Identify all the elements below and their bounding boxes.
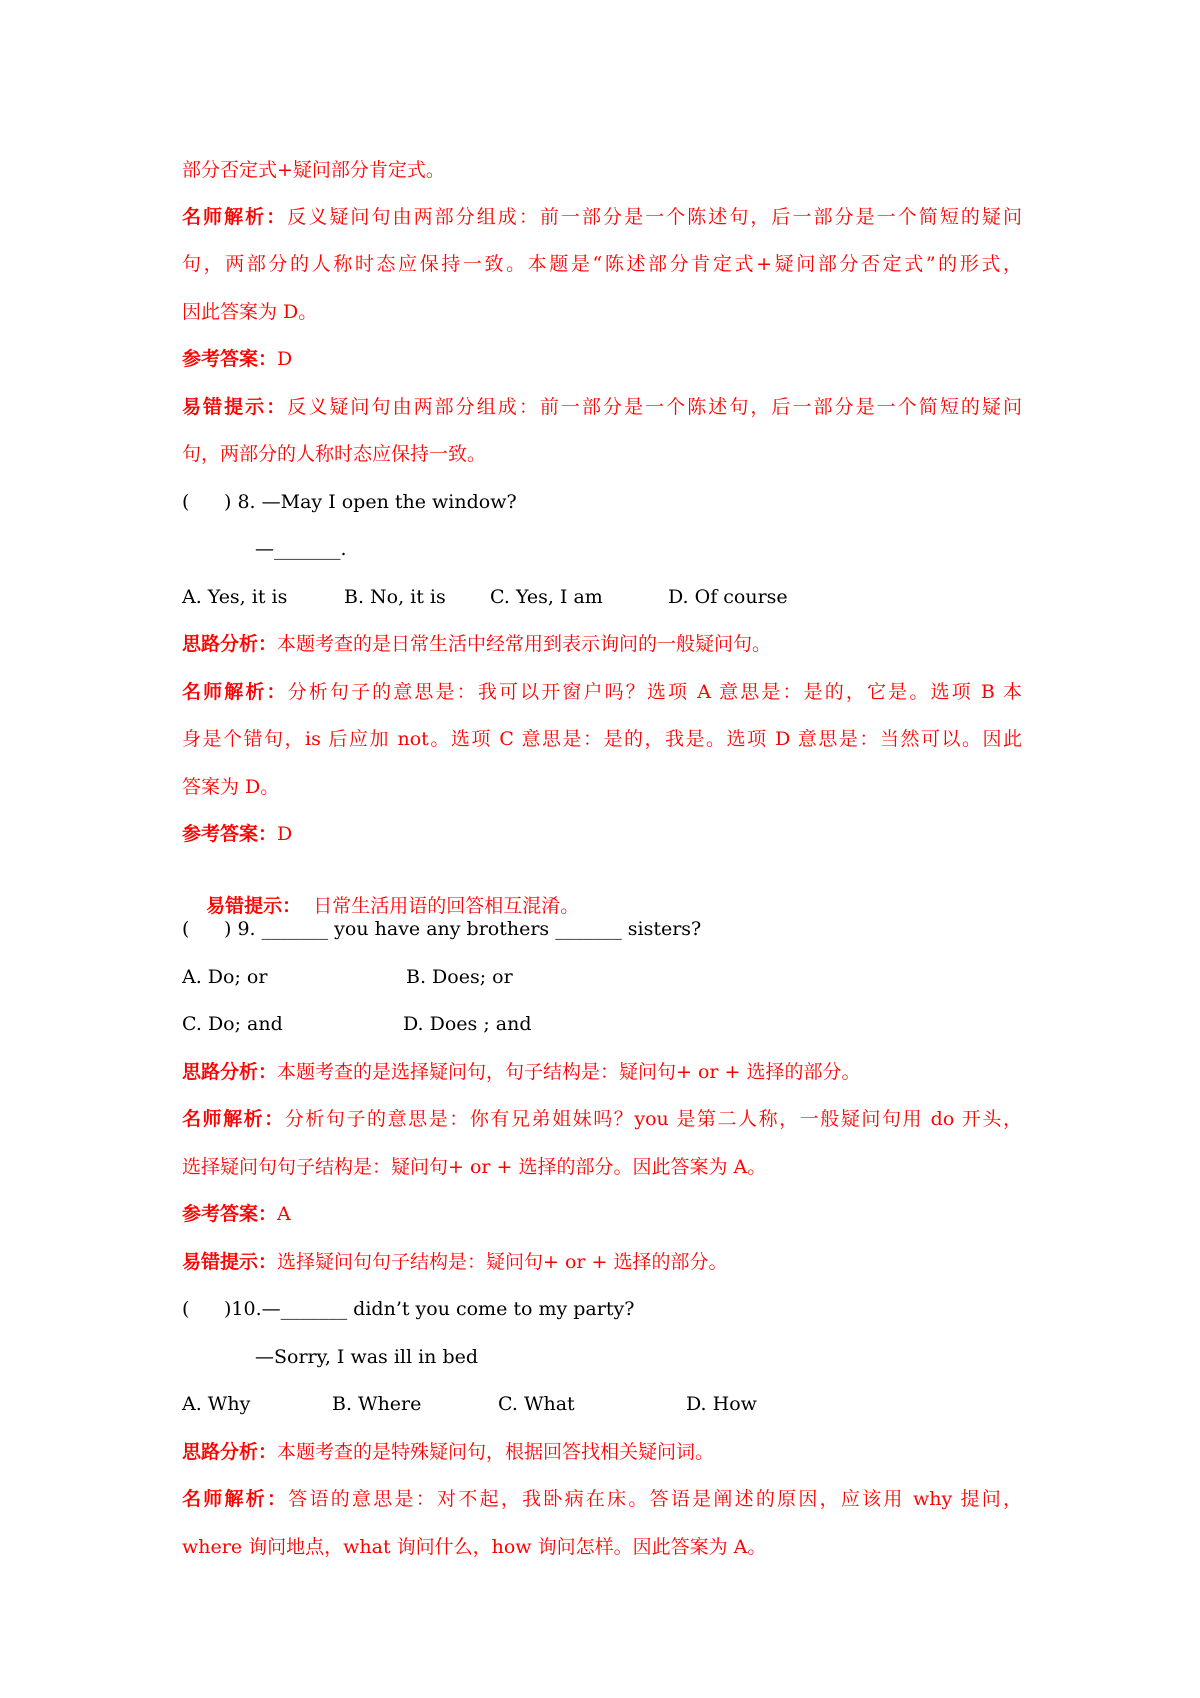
q9-option-b: B. Does; or — [406, 966, 513, 988]
q8-option-c: C. Yes, I am — [490, 586, 603, 608]
q9-tip-text: 选择疑问句句子结构是：疑问句+ or + 选择的部分。 — [277, 1251, 728, 1273]
q8-stem — [182, 490, 517, 514]
q9-analysis-text: 本题考查的是选择疑问句，句子结构是：疑问句+ or + 选择的部分。 — [277, 1061, 861, 1083]
q8-analysis-text: 本题考查的是日常生活中经常用到表示询问的一般疑问句。 — [277, 633, 772, 655]
q10-analysis-text: 本题考查的是特殊疑问句，根据回答找相关疑问词。 — [277, 1441, 715, 1463]
q9-analysis-label: 思路分析： — [182, 1061, 278, 1083]
q10-teacher-text-1: 答语的意思是：对不起，我卧病在床。答语是阐述的原因，应该用 why 提问， — [288, 1488, 1022, 1510]
q7-answer-value: D — [277, 348, 293, 370]
q9-option-d: D. Does ; and — [403, 1013, 532, 1035]
q9-option-a: A. Do; or — [182, 966, 268, 988]
q9-teacher-label: 名师解析： — [182, 1108, 285, 1130]
q9-options-row-2 — [182, 1012, 1022, 1036]
q10-analysis — [182, 1440, 714, 1464]
q9-answer-value: A — [277, 1203, 291, 1225]
q9-analysis — [182, 1060, 861, 1084]
q9-answer — [182, 1202, 291, 1226]
q7-teacher-line-2: 句，两部分的人称时态应保持一致。本题是“陈述部分肯定式+疑问部分否定式”的形式， — [182, 253, 1022, 275]
q9-tip-label: 易错提示： — [182, 1251, 278, 1273]
q7-teacher-text-1: 反义疑问句由两部分组成：前一部分是一个陈述句，后一部分是一个简短的疑问 — [287, 206, 1022, 228]
q9-paren-close: ) — [224, 918, 232, 940]
q8-teacher-line-3: 答案为 D。 — [182, 776, 280, 798]
q8-analysis — [182, 632, 771, 656]
q8-option-a: A. Yes, it is — [182, 586, 288, 608]
q10-paren-open: ( — [182, 1298, 190, 1320]
q8-answer-value: D — [277, 823, 293, 845]
q8-option-b: B. No, it is — [344, 586, 446, 608]
q10-teacher-label: 名师解析： — [182, 1488, 289, 1510]
q9-answer-label: 参考答案： — [182, 1203, 278, 1225]
q8-tip-text: 日常生活用语的回答相互混淆。 — [301, 895, 580, 917]
q9-teacher-line-2: 选择疑问句句子结构是：疑问句+ or + 选择的部分。因此答案为 A。 — [182, 1156, 767, 1178]
q8-tip-label: 易错提示： — [206, 895, 302, 917]
q9-options-row-1 — [182, 965, 1022, 989]
q8-answer — [182, 822, 292, 846]
q8-options — [182, 585, 1022, 609]
q8-paren-open: ( — [182, 491, 190, 513]
q8-teacher-line-1 — [182, 680, 1022, 704]
q7-teacher-label: 名师解析： — [182, 206, 288, 228]
q10-option-a: A. Why — [182, 1393, 251, 1415]
q8-stem-text: 8. —May I open the window? — [237, 491, 517, 513]
q8-teacher-line-2: 身是个错句，is 后应加 not。选项 C 意思是：是的，我是。选项 D 意思是：当然可以。因此 — [182, 728, 1022, 750]
q10-paren-close: ) — [224, 1298, 232, 1320]
q10-stem — [182, 1297, 634, 1321]
q10-options — [182, 1392, 1022, 1416]
q10-teacher-line-2: where 询问地点，what 询问什么，how 询问怎样。因此答案为 A。 — [182, 1536, 767, 1558]
q10-option-d: D. How — [686, 1393, 757, 1415]
q9-teacher-text-1: 分析句子的意思是：你有兄弟姐妹吗？you 是第二人称，一般疑问句用 do 开头， — [284, 1108, 1022, 1130]
q10-option-c: C. What — [498, 1393, 575, 1415]
q8-response: —_______. — [255, 538, 347, 560]
q9-teacher-line-1 — [182, 1107, 1022, 1131]
q7-tip-line-2: 句，两部分的人称时态应保持一致。 — [182, 443, 487, 465]
q9-tip — [182, 1250, 728, 1274]
q7-teacher-line-3: 因此答案为 D。 — [182, 301, 318, 323]
q7-answer-label: 参考答案： — [182, 348, 278, 370]
q8-teacher-text-1: 分析句子的意思是：我可以开窗户吗？选项 A 意思是：是的，它是。选项 B 本 — [287, 681, 1022, 703]
q7-tip-text-1: 反义疑问句由两部分组成：前一部分是一个陈述句，后一部分是一个简短的疑问 — [287, 396, 1022, 418]
q8-teacher-label: 名师解析： — [182, 681, 288, 703]
q9-option-c: C. Do; and — [182, 1013, 283, 1035]
q9-stem-text: 9. _______ you have any brothers _______ sisters? — [237, 918, 702, 940]
q8-paren-close: ) — [224, 491, 232, 513]
q9-paren-open: ( — [182, 918, 190, 940]
q10-analysis-label: 思路分析： — [182, 1441, 278, 1463]
q8-option-d: D. Of course — [668, 586, 788, 608]
q8-analysis-label: 思路分析： — [182, 633, 278, 655]
q7-teacher-line-1 — [182, 205, 1022, 229]
q8-answer-label: 参考答案： — [182, 823, 278, 845]
q7-answer — [182, 347, 292, 371]
q9-stem — [182, 917, 701, 941]
intro-tail-text: 部分否定式+疑问部分肯定式。 — [182, 159, 445, 181]
q10-stem-text: 10.—_______ didn’t you come to my party? — [231, 1298, 635, 1320]
q10-option-b: B. Where — [332, 1393, 422, 1415]
q7-tip-line-1 — [182, 395, 1022, 419]
q10-response: —Sorry, I was ill in bed — [255, 1346, 479, 1368]
q7-tip-label: 易错提示： — [182, 396, 288, 418]
q10-teacher-line-1 — [182, 1487, 1022, 1511]
